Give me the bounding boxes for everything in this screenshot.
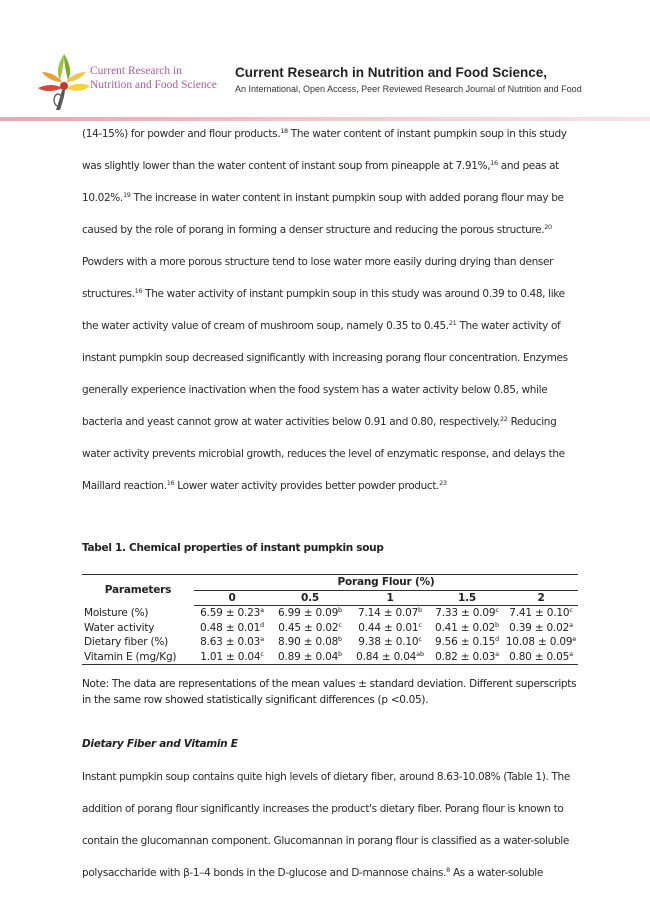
significance-superscript: a bbox=[495, 649, 499, 658]
table-cell bbox=[430, 650, 504, 665]
table-note-line2: in the same row showed statistically significant differences (p <0.05). bbox=[82, 694, 429, 706]
table-note-line1: Note: The data are representations of the mean values ± standard deviation. Different superscripts bbox=[82, 678, 577, 690]
table-cell bbox=[194, 635, 270, 650]
cell-value: 0.82 ± 0.03 bbox=[435, 650, 496, 663]
citation-superscript: 18 bbox=[280, 127, 288, 135]
text-line bbox=[82, 342, 612, 374]
cell-value: 10.08 ± 0.09 bbox=[505, 636, 573, 648]
significance-superscript: c bbox=[569, 606, 573, 614]
table-row bbox=[82, 621, 578, 636]
table-cell bbox=[430, 606, 504, 621]
significance-superscript: a bbox=[569, 620, 573, 629]
significance-superscript: c bbox=[338, 620, 342, 629]
significance-superscript: e bbox=[572, 635, 577, 643]
text-run: Maillard reaction. bbox=[82, 480, 167, 492]
column-header-concentration: 2 bbox=[504, 590, 578, 606]
citation-superscript: 8 bbox=[446, 866, 450, 874]
text-run: polysaccharide with β-1–4 bonds in the D-glucose and D-mannose chains. bbox=[82, 867, 447, 879]
row-parameter-name: Dietary fiber (%) bbox=[84, 636, 169, 648]
text-line bbox=[82, 761, 612, 793]
text-run: bacteria and yeast cannot grow at water activities below 0.91 and 0.80, respectively. bbox=[82, 416, 500, 428]
text-line bbox=[82, 310, 612, 342]
journal-logo bbox=[34, 50, 234, 110]
table-cell bbox=[350, 621, 430, 636]
table-cell bbox=[194, 606, 270, 621]
text-run: Lower water activity provides better powder product. bbox=[174, 480, 440, 492]
table-cell bbox=[194, 650, 270, 665]
text-run: structures. bbox=[82, 288, 135, 300]
table-cell bbox=[430, 621, 504, 636]
citation-superscript: 21 bbox=[448, 319, 457, 327]
section-heading: Dietary Fiber and Vitamin E bbox=[82, 738, 238, 750]
citation-superscript: 19 bbox=[122, 191, 131, 199]
table-cell bbox=[270, 606, 350, 621]
table-cell bbox=[270, 650, 350, 665]
table-cell bbox=[194, 621, 270, 636]
citation-superscript: 16 bbox=[490, 159, 498, 167]
text-run: Reducing bbox=[507, 416, 557, 428]
cell-value: 1.01 ± 0.04 bbox=[200, 650, 261, 663]
text-run: (14-15%) for powder and flour products. bbox=[82, 128, 281, 140]
citation-superscript: 20 bbox=[544, 223, 552, 231]
column-header-concentration: 1 bbox=[350, 590, 430, 606]
logo-text-line2: Nutrition and Food Science bbox=[90, 79, 217, 91]
text-run: generally experience inactivation when the food system has a water activity below 0.85, while bbox=[82, 384, 548, 396]
page-header bbox=[0, 0, 650, 122]
text-line bbox=[82, 118, 612, 150]
table-note bbox=[82, 676, 582, 708]
table-caption: Tabel 1. Chemical properties of instant pumpkin soup bbox=[82, 542, 384, 554]
citation-superscript: 16 bbox=[166, 479, 175, 487]
table-cell bbox=[504, 650, 578, 665]
table-cell bbox=[504, 606, 578, 621]
text-run: The water activity of instant pumpkin soup in this study was around 0.39 to 0.48, like bbox=[142, 288, 565, 300]
row-parameter-name: Water activity bbox=[84, 621, 155, 634]
text-line bbox=[82, 278, 612, 310]
cell-value: 0.45 ± 0.02 bbox=[278, 621, 339, 634]
table-cell bbox=[504, 621, 578, 636]
text-run: instant pumpkin soup decreased significantly with increasing porang flour concentration. Enzymes bbox=[82, 352, 568, 364]
significance-superscript: b bbox=[418, 606, 422, 614]
logo-text-line1: Current Research in bbox=[90, 65, 182, 77]
significance-superscript: b bbox=[495, 620, 499, 629]
row-parameter-name: Moisture (%) bbox=[84, 606, 149, 619]
cell-value: 7.41 ± 0.10 bbox=[509, 607, 570, 619]
row-parameter-name: Vitamin E (mg/Kg) bbox=[82, 650, 194, 665]
paragraph-dietary-fiber bbox=[82, 761, 612, 889]
cell-value: 0.48 ± 0.01 bbox=[200, 621, 261, 634]
column-header-concentration: 0 bbox=[194, 590, 270, 606]
cell-value: 7.14 ± 0.07 bbox=[358, 607, 419, 619]
text-run: Powders with a more porous structure tend to lose water more easily during drying than denser bbox=[82, 256, 554, 268]
cell-value: 8.90 ± 0.08 bbox=[278, 636, 339, 648]
journal-subtitle: An International, Open Access, Peer Reviewed Research Journal of Nutrition and Food bbox=[235, 84, 582, 94]
chemical-properties-table bbox=[82, 574, 578, 665]
table-cell bbox=[350, 650, 430, 665]
significance-superscript: d bbox=[260, 620, 264, 629]
cell-value: 0.84 ± 0.04 bbox=[356, 650, 417, 663]
text-run: water activity prevents microbial growth, reduces the level of enzymatic response, and delays the bbox=[82, 448, 565, 460]
cell-value: 8.63 ± 0.03 bbox=[200, 636, 261, 648]
text-line bbox=[82, 438, 612, 470]
significance-superscript: a bbox=[260, 606, 264, 614]
text-run: 10.02%. bbox=[82, 192, 123, 204]
table-cell bbox=[270, 635, 350, 650]
significance-superscript: b bbox=[338, 649, 342, 658]
text-line bbox=[82, 150, 612, 182]
citation-superscript: 23 bbox=[439, 479, 447, 487]
column-group-header: Porang Flour (%) bbox=[194, 575, 578, 591]
table-cell bbox=[430, 635, 504, 650]
cell-value: 9.38 ± 0.10 bbox=[358, 636, 419, 648]
column-header-concentration: 0.5 bbox=[270, 590, 350, 606]
significance-superscript: c bbox=[418, 635, 422, 643]
text-run: caused by the role of porang in forming a denser structure and reducing the porous structure. bbox=[82, 224, 545, 236]
text-line bbox=[82, 825, 612, 857]
text-run: and peas at bbox=[497, 160, 559, 172]
cell-value: 6.59 ± 0.23 bbox=[200, 607, 261, 619]
cell-value: 0.44 ± 0.01 bbox=[358, 621, 419, 634]
cell-value: 6.99 ± 0.09 bbox=[278, 607, 339, 619]
text-line bbox=[82, 246, 612, 278]
cell-value: 0.39 ± 0.02 bbox=[509, 621, 570, 634]
citation-superscript: 22 bbox=[500, 415, 508, 423]
significance-superscript: b bbox=[338, 635, 342, 643]
column-header-concentration: 1.5 bbox=[430, 590, 504, 606]
significance-superscript: c bbox=[260, 649, 264, 658]
cell-value: 0.80 ± 0.05 bbox=[509, 650, 570, 663]
text-line bbox=[82, 470, 612, 502]
significance-superscript: d bbox=[495, 635, 499, 643]
text-line bbox=[82, 214, 612, 246]
significance-superscript: c bbox=[495, 606, 499, 614]
table-row bbox=[82, 650, 578, 665]
table-cell bbox=[350, 635, 430, 650]
text-line bbox=[82, 406, 612, 438]
significance-superscript: b bbox=[338, 606, 342, 614]
table-cell bbox=[350, 606, 430, 621]
text-run: The increase in water content in instant pumpkin soup with added porang flour may be bbox=[130, 192, 564, 204]
logo-emblem-icon bbox=[34, 50, 94, 112]
text-run: contain the glucomannan component. Glucomannan in porang flour is classified as a water-soluble bbox=[82, 835, 569, 847]
logo-text bbox=[90, 64, 240, 92]
text-run: Instant pumpkin soup contains quite high levels of dietary fiber, around 8.63-10.08% (Table 1). The bbox=[82, 771, 570, 783]
significance-superscript: a bbox=[569, 649, 573, 658]
significance-superscript: c bbox=[418, 620, 422, 629]
cell-value: 9.56 ± 0.15 bbox=[435, 636, 496, 648]
text-run: the water activity value of cream of mushroom soup, namely 0.35 to 0.45. bbox=[82, 320, 449, 332]
journal-title: Current Research in Nutrition and Food Science, bbox=[235, 65, 548, 80]
text-run: The water activity of bbox=[456, 320, 561, 332]
table-row bbox=[82, 606, 578, 621]
paragraph-water-content bbox=[82, 118, 612, 502]
significance-superscript: a bbox=[260, 635, 264, 643]
cell-value: 7.33 ± 0.09 bbox=[435, 607, 496, 619]
text-line bbox=[82, 793, 612, 825]
table-row bbox=[82, 635, 578, 650]
text-line bbox=[82, 374, 612, 406]
table-cell bbox=[270, 621, 350, 636]
column-header-parameters: Parameters bbox=[82, 575, 194, 606]
text-line bbox=[82, 857, 612, 889]
table-cell bbox=[504, 635, 578, 650]
significance-superscript: ab bbox=[416, 649, 424, 658]
text-run: was slightly lower than the water content of instant soup from pineapple at 7.91%, bbox=[82, 160, 491, 172]
text-run: The water content of instant pumpkin soup in this study bbox=[287, 128, 567, 140]
text-line bbox=[82, 182, 612, 214]
cell-value: 0.89 ± 0.04 bbox=[278, 650, 339, 663]
cell-value: 0.41 ± 0.02 bbox=[435, 621, 496, 634]
citation-superscript: 16 bbox=[134, 287, 143, 295]
text-run: addition of porang flour significantly increases the product's dietary fiber. Porang flour is known to bbox=[82, 803, 564, 815]
text-run: As a water-soluble bbox=[449, 867, 543, 879]
